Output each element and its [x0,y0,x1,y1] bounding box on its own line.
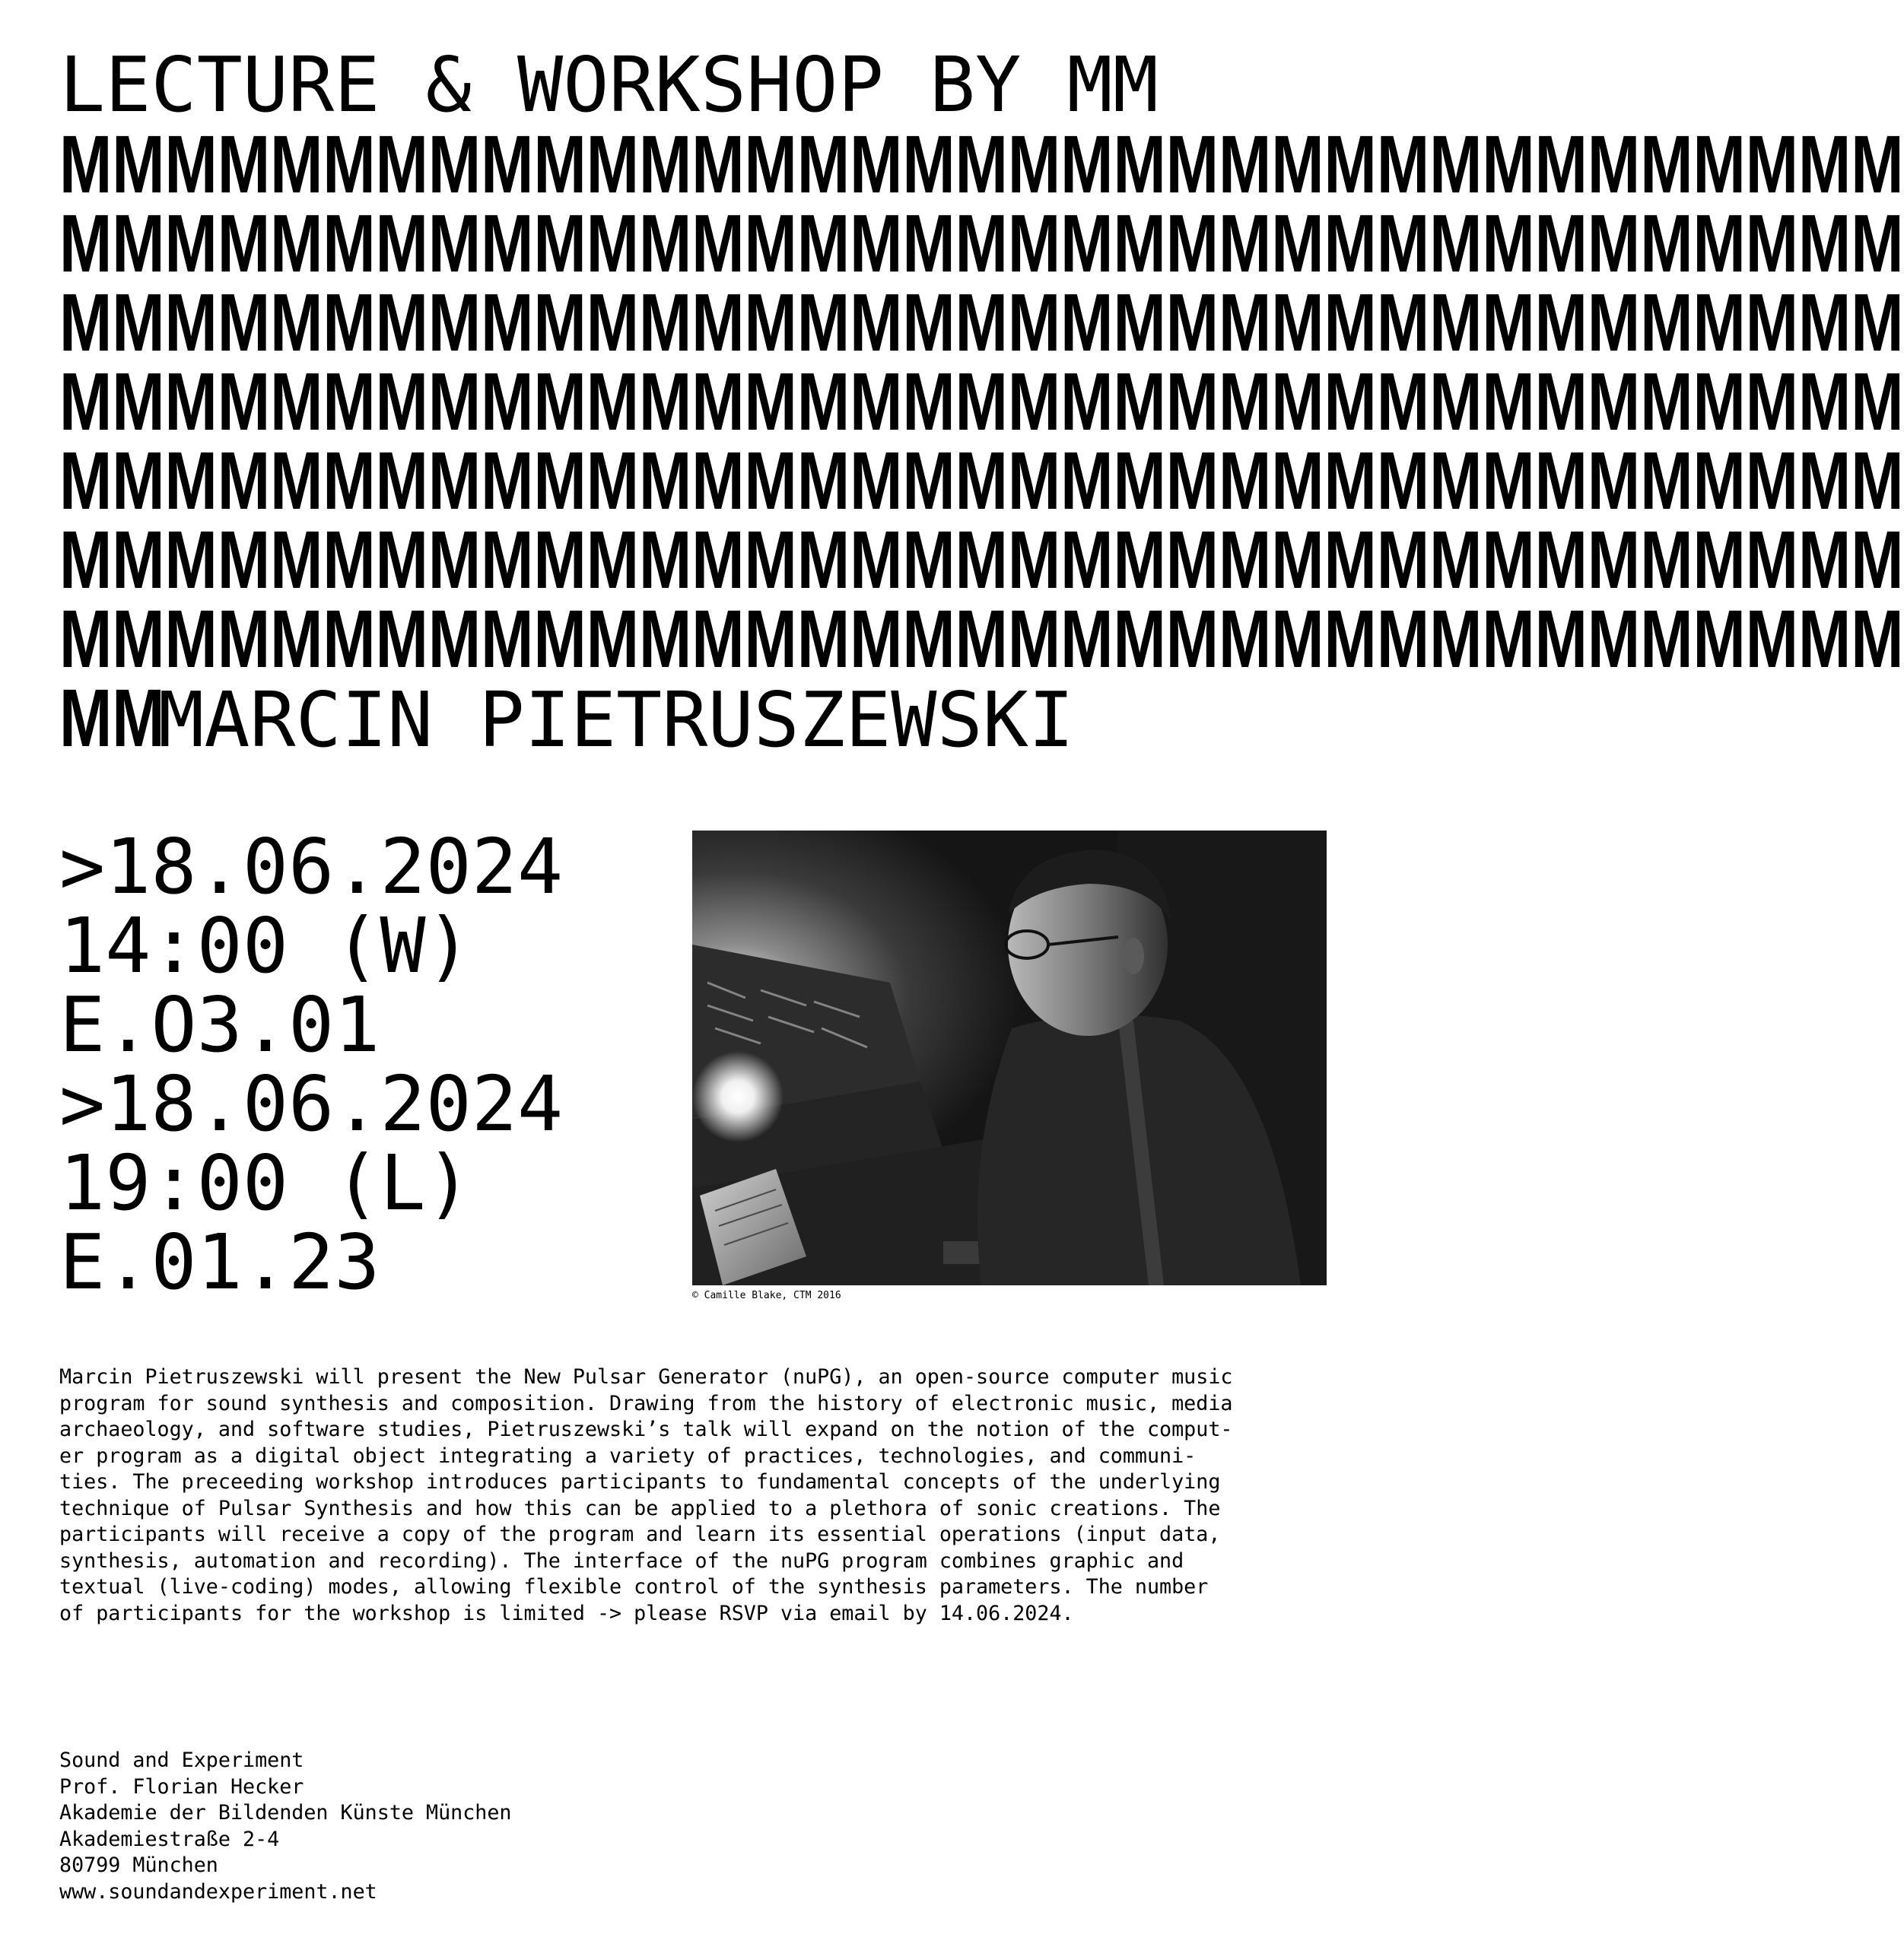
headline-m-row: MMMMMMMMMMMMMMMMMMMMMMMMMMMMMMMMMMM [59,592,1904,684]
description-line: synthesis, automation and recording). The interface of the nuPG program combines graphic and [59,1548,1184,1573]
description-line: textual (live-coding) modes, allowing flexible control of the synthesis parameters. The number [59,1575,1209,1599]
organizer-address [59,1748,512,1905]
workshop-time: 14:00 (W) [59,901,472,990]
headline-speaker-line [59,672,1330,764]
description-line: participants will receive a copy of the program and learn its essential operations (input data, [59,1523,1221,1546]
website-link[interactable]: www.soundandexperiment.net [59,1879,377,1904]
headline-m-prefix: MM [59,672,165,764]
headline-m-row: MMMMMMMMMMMMMMMMMMMMMMMMMMMMMMMMMMM [59,434,1904,526]
description-line: er program as a digital object integrating a variety of practices, technologies, and communi- [59,1444,1197,1468]
city-address: 80799 München [59,1853,218,1877]
lecture-time: 19:00 (L) [59,1139,472,1228]
description-line: ties. The preceeding workshop introduces participants to fundamental concepts of the underlying [59,1470,1221,1494]
description-line: program for sound synthesis and composition. Drawing from the history of electronic music, media [59,1391,1233,1415]
headline-m-row: MMMMMMMMMMMMMMMMMMMMMMMMMMMMMMMMMMM [59,276,1904,368]
headline-m-row: MMMMMMMMMMMMMMMMMMMMMMMMMMMMMMMMMMM [59,197,1904,289]
description-line: technique of Pulsar Synthesis and how this can be applied to a plethora of sonic creations. The [59,1496,1221,1520]
lecture-date: >18.06.2024 [59,1059,564,1148]
description-line: Marcin Pietruszewski will present the New Pulsar Generator (nuPG), an open-source computer music [59,1365,1233,1389]
headline-m-row: MMMMMMMMMMMMMMMMMMMMMMMMMMMMMMMMMMM [59,118,1904,210]
organizer-name: Sound and Experiment [59,1748,304,1772]
lecture-room: E.01.23 [59,1218,380,1307]
description-line: archaeology, and software studies, Pietruszewski’s talk will expand on the notion of the comput- [59,1418,1233,1441]
description-line: of participants for the workshop is limited -> please RSVP via email by 14.06.2024. [59,1601,1074,1625]
event-description [59,1364,1330,1627]
event-schedule [59,822,683,1307]
headline-title: LECTURE & WORKSHOP BY MM [59,40,1159,129]
workshop-date: >18.06.2024 [59,822,564,911]
headline-m-row: MMMMMMMMMMMMMMMMMMMMMMMMMMMMMMMMMMM [59,355,1904,447]
performer-photo [692,831,1327,1285]
street-address: Akademiestraße 2-4 [59,1827,280,1851]
institution-name: Akademie der Bildenden Künste München [59,1801,512,1825]
poster-headline [59,40,1904,764]
speaker-name: MARCIN PIETRUSZEWSKI [158,675,1075,764]
professor-name: Prof. Florian Hecker [59,1774,304,1799]
workshop-room: E.O3.01 [59,980,380,1069]
photo-credit: © Camille Blake, CTM 2016 [692,1290,841,1301]
headline-m-row: MMMMMMMMMMMMMMMMMMMMMMMMMMMMMMMMMMM [59,513,1904,605]
